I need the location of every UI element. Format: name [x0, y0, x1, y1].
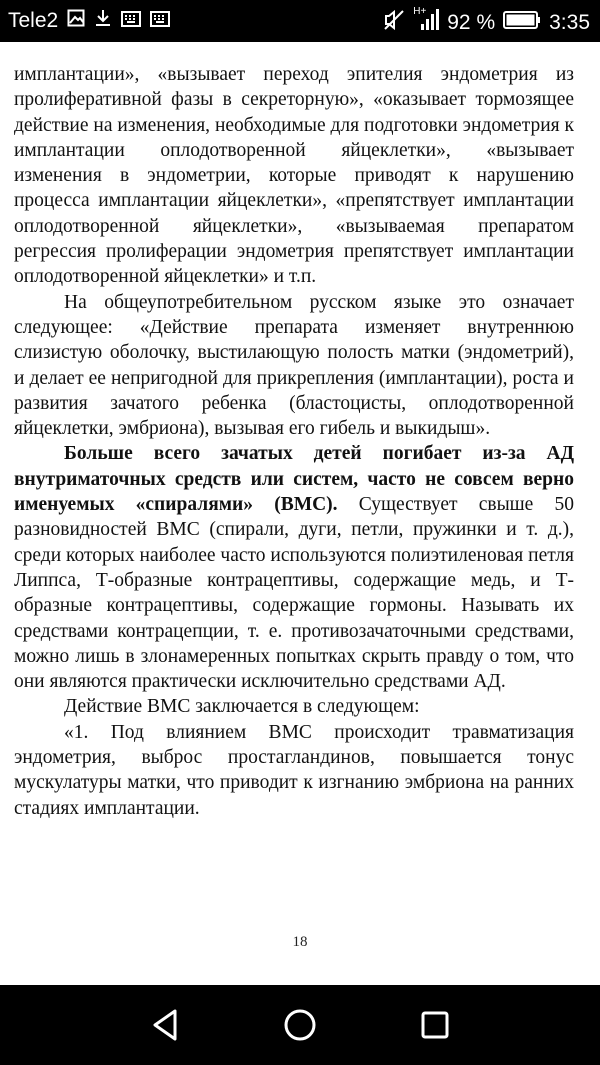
page-number: 18	[292, 934, 308, 950]
battery-percent: 92 %	[447, 11, 496, 34]
home-button[interactable]	[282, 1007, 318, 1043]
network-type-label: H+	[413, 6, 427, 17]
paragraph	[14, 720, 574, 821]
keyboard-icon	[121, 9, 141, 33]
download-icon	[94, 9, 112, 33]
text-run: На общеупотребительном русском языке это означает следующее: «Действие препарата изменяет внутреннюю слизистую оболочку, выстилающую полость матки (эндометрий), и делает ее непригодной для прикрепления (имплантации), роста и развития зачатого ребенка (бластоцисты, оплодотворенной яйцеклетки, эмбриона), вызывая его гибель и выкидыш».	[14, 291, 574, 440]
text-run: имплантации», «вызывает переход эпителия эндометрия из пролиферативной фазы в секреторную», «оказывает тормозящее действие на изменения, необходимые для подготовки эндометрия к имплантации оплодотворенной яйцеклетки», «вызывает изменения в эндометрии, которые приводят к нарушению процесса имплантации яйцеклетки», «препятствует имплантации оплодотворенной яйцеклетки», «вызываемая препаратом регрессия пролиферации эндометрия препятствует имплантации оплодотворенной яйцеклетки» и т.п.	[14, 64, 574, 288]
image-notification-icon	[67, 9, 85, 33]
paragraph	[14, 441, 574, 694]
recents-button[interactable]	[417, 1007, 453, 1043]
muted-icon	[383, 9, 405, 37]
battery-icon	[503, 11, 541, 35]
document-text	[14, 62, 574, 821]
text-run: «1. Под влиянием ВМС происходит травматизация эндометрия, выброс простагландинов, повышается тонус мускулатуры матки, что приводит к изгнанию эмбриона на ранних стадиях имплантации.	[14, 721, 574, 819]
recents-icon	[417, 1007, 453, 1043]
text-run: Действие ВМС заключается в следующем:	[64, 696, 420, 718]
bold-text-run: Больше всего зачатых детей погибает из-за АД внутриматочных средств или систем, часто не совсем верно именуемых «спиралями» (ВМС).	[14, 443, 574, 516]
text-run: Существует свыше 50 разновидностей ВМС (спирали, дуги, петли, пружинки и т. д.), среди которых наиболее часто используются полиэтиленовая петля Липпса, Т-образные контрацептивы, содержащие медь, и Т-образные контрацептивы, содержащие гормоны. Называть их средствами контрацепции, т. е. противозачаточными средствами, можно лишь в злонамеренных попытках скрыть правду о том, что они являются практически исключительно средствами АД.	[14, 494, 574, 693]
paragraph	[14, 62, 574, 290]
back-button[interactable]	[147, 1007, 183, 1043]
home-icon	[282, 1007, 318, 1043]
status-bar	[0, 0, 600, 42]
carrier-label: Tele2	[8, 9, 59, 32]
back-icon	[147, 1007, 183, 1043]
signal-icon	[413, 6, 439, 37]
navigation-bar	[0, 985, 600, 1065]
paragraph	[14, 290, 574, 442]
paragraph	[14, 694, 574, 719]
clock: 3:35	[549, 11, 590, 34]
keyboard-icon-2	[150, 9, 170, 33]
